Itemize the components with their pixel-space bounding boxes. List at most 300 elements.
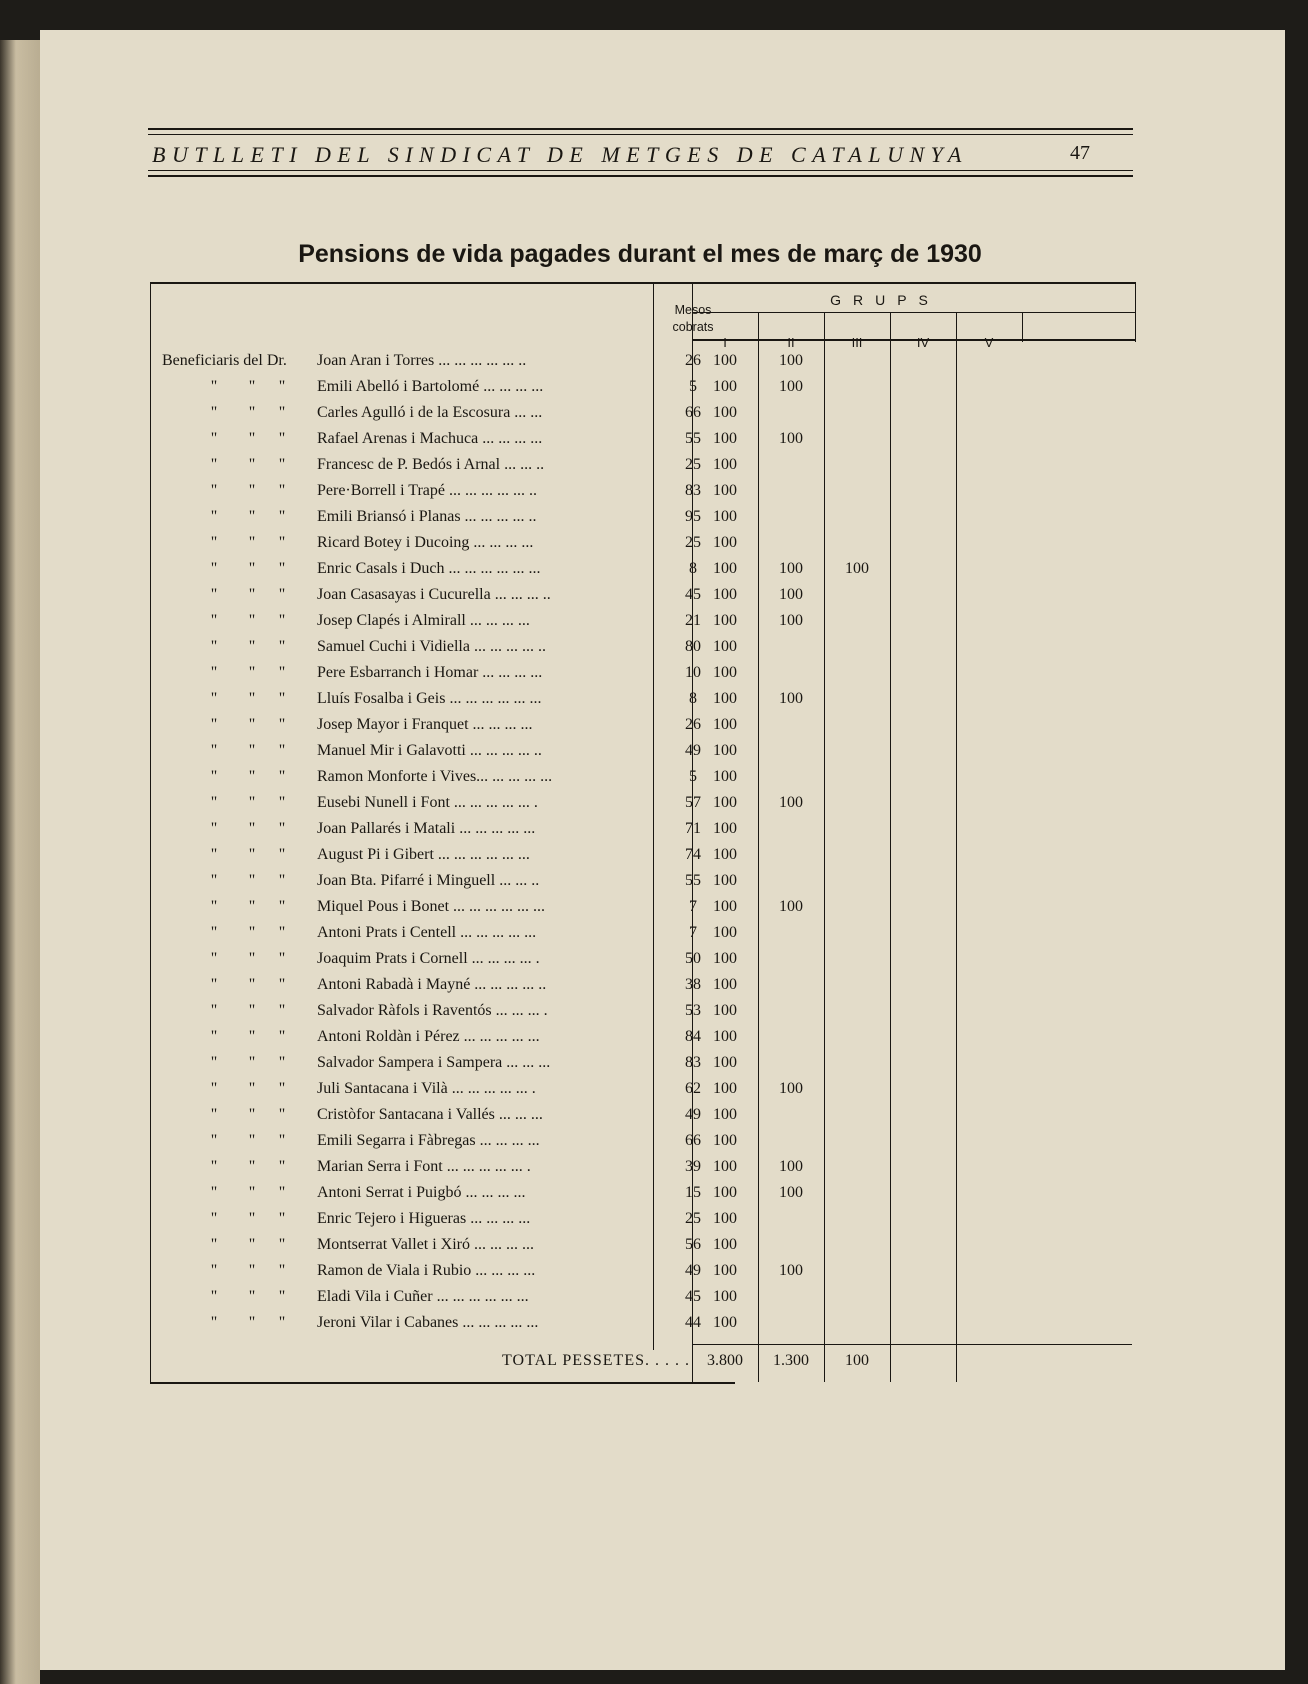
group-ii-amount: 100 xyxy=(779,1262,803,1279)
table-row xyxy=(40,868,1285,894)
table-row xyxy=(40,1050,1285,1076)
ditto-mark: " xyxy=(210,1184,218,1201)
ditto-mark: " xyxy=(278,612,286,629)
ditto-mark: " xyxy=(278,404,286,421)
ditto-mark: " xyxy=(248,586,256,603)
table-row xyxy=(40,348,1285,374)
group-i-amount: 100 xyxy=(713,430,737,447)
beneficiary-name: Ramon Monforte i Vives... ... ... ... ... xyxy=(317,768,553,785)
table-row xyxy=(40,530,1285,556)
ditto-mark: " xyxy=(210,742,218,759)
months-paid: 8 xyxy=(689,690,697,707)
table-row xyxy=(40,946,1285,972)
ditto-mark: " xyxy=(210,404,218,421)
group-i-amount: 100 xyxy=(713,1262,737,1279)
group-i-amount: 100 xyxy=(713,404,737,421)
group-i-amount: 100 xyxy=(713,1184,737,1201)
group-ii-amount: 100 xyxy=(779,690,803,707)
ditto-mark: " xyxy=(248,560,256,577)
group-i-amount: 100 xyxy=(713,1080,737,1097)
ditto-mark: " xyxy=(248,482,256,499)
ditto-mark: " xyxy=(210,612,218,629)
ditto-mark: " xyxy=(248,1314,256,1331)
table-row xyxy=(40,920,1285,946)
ditto-mark: " xyxy=(210,560,218,577)
ditto-mark: " xyxy=(248,794,256,811)
ditto-mark: " xyxy=(248,872,256,889)
table-row xyxy=(40,452,1285,478)
group-i-amount: 100 xyxy=(713,820,737,837)
ditto-mark: " xyxy=(278,742,286,759)
months-paid: 7 xyxy=(689,898,697,915)
table-row xyxy=(40,842,1285,868)
ditto-mark: " xyxy=(278,924,286,941)
ditto-mark: " xyxy=(278,456,286,473)
months-paid: 25 xyxy=(685,534,701,551)
group-i-amount: 100 xyxy=(713,1288,737,1305)
group-i-amount: 100 xyxy=(713,950,737,967)
months-paid: 49 xyxy=(685,742,701,759)
beneficiary-name: Lluís Fosalba i Geis ... ... ... ... ... ... xyxy=(317,690,542,707)
beneficiary-name: Francesc de P. Bedós i Arnal ... ... .. xyxy=(317,456,545,473)
months-paid: 39 xyxy=(685,1158,701,1175)
table-row xyxy=(40,478,1285,504)
ditto-mark: " xyxy=(210,1210,218,1227)
ditto-mark: " xyxy=(248,1262,256,1279)
row-prefix: Beneficiaris del Dr. xyxy=(162,352,287,369)
beneficiary-name: August Pi i Gibert ... ... ... ... ... ... xyxy=(317,846,530,863)
months-paid: 21 xyxy=(685,612,701,629)
table-row xyxy=(40,1154,1285,1180)
ditto-mark: " xyxy=(210,1262,218,1279)
ditto-mark: " xyxy=(210,976,218,993)
total-label: TOTAL PESSETES. . . . . xyxy=(502,1352,690,1369)
header-mesos-cobrats xyxy=(653,302,733,336)
header-group-ii: II xyxy=(787,335,795,350)
group-i-amount: 100 xyxy=(713,924,737,941)
ditto-mark: " xyxy=(248,1054,256,1071)
header-group-v: V xyxy=(984,335,994,350)
ditto-mark: " xyxy=(210,664,218,681)
beneficiary-name: Enric Casals i Duch ... ... ... ... ... ... xyxy=(317,560,541,577)
months-paid: 62 xyxy=(685,1080,701,1097)
ditto-mark: " xyxy=(248,1288,256,1305)
beneficiary-name: Samuel Cuchi i Vidiella ... ... ... ... .. xyxy=(317,638,546,655)
group-i-amount: 100 xyxy=(713,742,737,759)
table-row xyxy=(40,608,1285,634)
group-i-amount: 100 xyxy=(713,638,737,655)
months-paid: 83 xyxy=(685,482,701,499)
months-paid: 84 xyxy=(685,1028,701,1045)
group-i-amount: 100 xyxy=(713,690,737,707)
group-i-amount: 100 xyxy=(713,976,737,993)
ditto-mark: " xyxy=(210,1288,218,1305)
ditto-mark: " xyxy=(210,1002,218,1019)
table-row xyxy=(40,1284,1285,1310)
group-i-amount: 100 xyxy=(713,1132,737,1149)
group-i-amount: 100 xyxy=(713,1106,737,1123)
ditto-mark: " xyxy=(210,1054,218,1071)
table-row xyxy=(40,790,1285,816)
group-i-amount: 100 xyxy=(713,612,737,629)
ditto-mark: " xyxy=(278,586,286,603)
ditto-mark: " xyxy=(210,1132,218,1149)
ditto-mark: " xyxy=(278,794,286,811)
table-row xyxy=(40,374,1285,400)
ditto-mark: " xyxy=(210,1158,218,1175)
table-row xyxy=(40,1128,1285,1154)
group-i-amount: 100 xyxy=(713,586,737,603)
beneficiary-name: Joan Aran i Torres ... ... ... ... ... .. xyxy=(317,352,527,369)
journal-title: BUTLLETI DEL SINDICAT DE METGES DE CATALUNYA xyxy=(152,142,968,167)
ditto-mark: " xyxy=(248,1236,256,1253)
table-right-border xyxy=(1135,282,1136,342)
beneficiary-name: Josep Clapés i Almirall ... ... ... ... xyxy=(317,612,530,629)
ditto-mark: " xyxy=(278,1002,286,1019)
ditto-mark: " xyxy=(278,1262,286,1279)
ditto-mark: " xyxy=(278,690,286,707)
ditto-mark: " xyxy=(278,1314,286,1331)
beneficiary-name: Pere·Borrell i Trapé ... ... ... ... ... .. xyxy=(317,482,537,499)
beneficiary-name: Emili Segarra i Fàbregas ... ... ... ... xyxy=(317,1132,540,1149)
ditto-mark: " xyxy=(248,976,256,993)
beneficiary-name: Salvador Sampera i Sampera ... ... ... xyxy=(317,1054,551,1071)
months-paid: 8 xyxy=(689,560,697,577)
ditto-mark: " xyxy=(210,1106,218,1123)
months-paid: 80 xyxy=(685,638,701,655)
beneficiary-name: Emili Briansó i Planas ... ... ... ... .. xyxy=(317,508,537,525)
beneficiary-name: Emili Abelló i Bartolomé ... ... ... ... xyxy=(317,378,544,395)
group-ii-amount: 100 xyxy=(779,1080,803,1097)
beneficiary-name: Ricard Botey i Ducoing ... ... ... ... xyxy=(317,534,534,551)
beneficiary-name: Antoni Prats i Centell ... ... ... ... ... xyxy=(317,924,537,941)
beneficiary-name: Juli Santacana i Vilà ... ... ... ... ... . xyxy=(317,1080,536,1097)
ditto-mark: " xyxy=(278,976,286,993)
beneficiary-name: Montserrat Vallet i Xiró ... ... ... ... xyxy=(317,1236,535,1253)
beneficiary-name: Joan Casasayas i Cucurella ... ... ... .. xyxy=(317,586,551,603)
beneficiary-name: Antoni Roldàn i Pérez ... ... ... ... ... xyxy=(317,1028,540,1045)
beneficiary-name: Josep Mayor i Franquet ... ... ... ... xyxy=(317,716,533,733)
ditto-mark: " xyxy=(278,1210,286,1227)
beneficiary-name: Eusebi Nunell i Font ... ... ... ... ... . xyxy=(317,794,538,811)
months-paid: 66 xyxy=(685,1132,701,1149)
months-paid: 5 xyxy=(689,768,697,785)
ditto-mark: " xyxy=(210,794,218,811)
ditto-mark: " xyxy=(278,430,286,447)
group-i-amount: 100 xyxy=(713,1054,737,1071)
months-paid: 50 xyxy=(685,950,701,967)
pensions-table xyxy=(40,30,1285,1670)
page-number: 47 xyxy=(1070,142,1090,164)
table-row xyxy=(40,1102,1285,1128)
group-i-amount: 100 xyxy=(713,482,737,499)
table-row xyxy=(40,738,1285,764)
months-paid: 55 xyxy=(685,872,701,889)
header-mesos-line1: Mesos xyxy=(674,303,712,317)
ditto-mark: " xyxy=(210,430,218,447)
beneficiary-name: Salvador Ràfols i Raventós ... ... ... . xyxy=(317,1002,548,1019)
ditto-mark: " xyxy=(248,898,256,915)
months-paid: 26 xyxy=(685,716,701,733)
ditto-mark: " xyxy=(278,950,286,967)
months-paid: 53 xyxy=(685,1002,701,1019)
ditto-mark: " xyxy=(248,664,256,681)
group-i-amount: 100 xyxy=(713,768,737,785)
beneficiary-name: Eladi Vila i Cuñer ... ... ... ... ... ... xyxy=(317,1288,529,1305)
group-ii-amount: 100 xyxy=(779,794,803,811)
ditto-mark: " xyxy=(210,1314,218,1331)
months-paid: 25 xyxy=(685,1210,701,1227)
months-paid: 56 xyxy=(685,1236,701,1253)
header-grups: GRUPS xyxy=(830,292,940,308)
group-i-amount: 100 xyxy=(713,1028,737,1045)
table-row xyxy=(40,1076,1285,1102)
group-ii-amount: 100 xyxy=(779,586,803,603)
group-i-amount: 100 xyxy=(713,1158,737,1175)
ditto-mark: " xyxy=(248,534,256,551)
ditto-mark: " xyxy=(210,1028,218,1045)
beneficiary-name: Jeroni Vilar i Cabanes ... ... ... ... ... xyxy=(317,1314,539,1331)
group-ii-amount: 100 xyxy=(779,430,803,447)
beneficiary-name: Marian Serra i Font ... ... ... ... ... . xyxy=(317,1158,531,1175)
months-paid: 66 xyxy=(685,404,701,421)
ditto-mark: " xyxy=(248,1210,256,1227)
ditto-mark: " xyxy=(248,1132,256,1149)
group-i-amount: 100 xyxy=(713,560,737,577)
group-i-amount: 100 xyxy=(713,794,737,811)
months-paid: 55 xyxy=(685,430,701,447)
ditto-mark: " xyxy=(248,1080,256,1097)
months-paid: 71 xyxy=(685,820,701,837)
ditto-mark: " xyxy=(248,924,256,941)
total-group-iii: 100 xyxy=(845,1352,869,1369)
ditto-mark: " xyxy=(210,456,218,473)
table-row xyxy=(40,1232,1285,1258)
group-i-amount: 100 xyxy=(713,456,737,473)
beneficiary-name: Enric Tejero i Higueras ... ... ... ... xyxy=(317,1210,531,1227)
ditto-mark: " xyxy=(248,716,256,733)
months-paid: 10 xyxy=(685,664,701,681)
col-sep-g5 xyxy=(1022,312,1023,342)
ditto-mark: " xyxy=(210,950,218,967)
ditto-mark: " xyxy=(248,508,256,525)
ditto-mark: " xyxy=(278,482,286,499)
ditto-mark: " xyxy=(248,1002,256,1019)
ditto-mark: " xyxy=(278,1288,286,1305)
total-group-ii: 1.300 xyxy=(773,1352,809,1369)
months-paid: 95 xyxy=(685,508,701,525)
ditto-mark: " xyxy=(278,872,286,889)
months-paid: 38 xyxy=(685,976,701,993)
group-i-amount: 100 xyxy=(713,872,737,889)
ditto-mark: " xyxy=(210,690,218,707)
group-ii-amount: 100 xyxy=(779,352,803,369)
ditto-mark: " xyxy=(210,846,218,863)
group-ii-amount: 100 xyxy=(779,612,803,629)
ditto-mark: " xyxy=(248,1158,256,1175)
ditto-mark: " xyxy=(248,638,256,655)
ditto-mark: " xyxy=(248,690,256,707)
header-group-iii: III xyxy=(851,335,863,350)
table-row xyxy=(40,816,1285,842)
ditto-mark: " xyxy=(210,508,218,525)
ditto-mark: " xyxy=(210,1236,218,1253)
ditto-mark: " xyxy=(278,1106,286,1123)
ditto-mark: " xyxy=(248,612,256,629)
beneficiary-name: Ramon de Viala i Rubio ... ... ... ... xyxy=(317,1262,536,1279)
ditto-mark: " xyxy=(278,1028,286,1045)
group-ii-amount: 100 xyxy=(779,560,803,577)
group-i-amount: 100 xyxy=(713,898,737,915)
ditto-mark: " xyxy=(248,1028,256,1045)
group-ii-amount: 100 xyxy=(779,898,803,915)
beneficiary-name: Cristòfor Santacana i Vallés ... ... ... xyxy=(317,1106,543,1123)
group-i-amount: 100 xyxy=(713,1210,737,1227)
table-row xyxy=(40,660,1285,686)
ditto-mark: " xyxy=(248,1184,256,1201)
ditto-mark: " xyxy=(278,664,286,681)
beneficiary-name: Joan Pallarés i Matali ... ... ... ... ... xyxy=(317,820,536,837)
beneficiary-name: Pere Esbarranch i Homar ... ... ... ... xyxy=(317,664,543,681)
ditto-mark: " xyxy=(248,430,256,447)
ditto-mark: " xyxy=(210,716,218,733)
ditto-mark: " xyxy=(248,846,256,863)
table-row xyxy=(40,556,1285,582)
ditto-mark: " xyxy=(248,378,256,395)
table-row xyxy=(40,1310,1285,1336)
beneficiary-name: Rafael Arenas i Machuca ... ... ... ... xyxy=(317,430,543,447)
ditto-mark: " xyxy=(278,638,286,655)
beneficiary-name: Antoni Rabadà i Mayné ... ... ... ... .. xyxy=(317,976,547,993)
table-row xyxy=(40,764,1285,790)
beneficiary-name: Joaquim Prats i Cornell ... ... ... ... . xyxy=(317,950,540,967)
ditto-mark: " xyxy=(278,768,286,785)
ditto-mark: " xyxy=(278,1236,286,1253)
ditto-mark: " xyxy=(278,846,286,863)
months-paid: 49 xyxy=(685,1262,701,1279)
months-paid: 49 xyxy=(685,1106,701,1123)
ditto-mark: " xyxy=(278,378,286,395)
group-i-amount: 100 xyxy=(713,1002,737,1019)
totals-rule xyxy=(692,1344,1132,1345)
months-paid: 45 xyxy=(685,1288,701,1305)
group-i-amount: 100 xyxy=(713,846,737,863)
table-row xyxy=(40,1024,1285,1050)
ditto-mark: " xyxy=(248,820,256,837)
ditto-mark: " xyxy=(248,742,256,759)
total-group-i: 3.800 xyxy=(707,1352,743,1369)
ditto-mark: " xyxy=(210,872,218,889)
ditto-mark: " xyxy=(248,768,256,785)
months-paid: 25 xyxy=(685,456,701,473)
ditto-mark: " xyxy=(278,820,286,837)
book-spine xyxy=(0,40,40,1684)
header-group-iv: IV xyxy=(916,335,930,350)
beneficiary-name: Manuel Mir i Galavotti ... ... ... ... .. xyxy=(317,742,542,759)
months-paid: 26 xyxy=(685,352,701,369)
group-ii-amount: 100 xyxy=(779,1184,803,1201)
ditto-mark: " xyxy=(278,560,286,577)
months-paid: 15 xyxy=(685,1184,701,1201)
table-row xyxy=(40,712,1285,738)
ditto-mark: " xyxy=(210,820,218,837)
months-paid: 44 xyxy=(685,1314,701,1331)
ditto-mark: " xyxy=(278,1158,286,1175)
group-i-amount: 100 xyxy=(713,1236,737,1253)
ditto-mark: " xyxy=(210,924,218,941)
ditto-mark: " xyxy=(278,716,286,733)
ditto-mark: " xyxy=(248,456,256,473)
ditto-mark: " xyxy=(278,898,286,915)
group-i-amount: 100 xyxy=(713,664,737,681)
ditto-mark: " xyxy=(210,1080,218,1097)
ditto-mark: " xyxy=(278,1054,286,1071)
header-group-i: I xyxy=(723,335,727,350)
ditto-mark: " xyxy=(210,898,218,915)
group-iii-amount: 100 xyxy=(845,560,869,577)
months-paid: 57 xyxy=(685,794,701,811)
beneficiary-name: Carles Agulló i de la Escosura ... ... xyxy=(317,404,543,421)
table-row xyxy=(40,504,1285,530)
document-page xyxy=(40,30,1285,1670)
group-i-amount: 100 xyxy=(713,716,737,733)
ditto-mark: " xyxy=(210,768,218,785)
table-title: Pensions de vida pagades durant el mes de març de 1930 xyxy=(298,240,982,268)
ditto-mark: " xyxy=(210,534,218,551)
table-top-border xyxy=(150,282,1135,284)
months-paid: 83 xyxy=(685,1054,701,1071)
months-paid: 7 xyxy=(689,924,697,941)
table-row xyxy=(40,894,1285,920)
ditto-mark: " xyxy=(248,404,256,421)
beneficiary-name: Miquel Pous i Bonet ... ... ... ... ... ... xyxy=(317,898,546,915)
header-mesos-line2: cobrats xyxy=(672,320,714,334)
ditto-mark: " xyxy=(248,1106,256,1123)
ditto-mark: " xyxy=(210,482,218,499)
months-paid: 45 xyxy=(685,586,701,603)
ditto-mark: " xyxy=(278,1184,286,1201)
group-ii-amount: 100 xyxy=(779,378,803,395)
ditto-mark: " xyxy=(278,1132,286,1149)
table-row xyxy=(40,972,1285,998)
ditto-mark: " xyxy=(210,638,218,655)
group-i-amount: 100 xyxy=(713,534,737,551)
group-i-amount: 100 xyxy=(713,378,737,395)
beneficiary-name: Joan Bta. Pifarré i Minguell ... ... .. xyxy=(317,872,540,889)
table-row xyxy=(40,634,1285,660)
table-row xyxy=(40,998,1285,1024)
table-row xyxy=(40,1206,1285,1232)
ditto-mark: " xyxy=(210,378,218,395)
table-row xyxy=(40,1258,1285,1284)
ditto-mark: " xyxy=(248,950,256,967)
group-ii-amount: 100 xyxy=(779,1158,803,1175)
ditto-mark: " xyxy=(210,586,218,603)
group-i-amount: 100 xyxy=(713,508,737,525)
months-paid: 5 xyxy=(689,378,697,395)
ditto-mark: " xyxy=(278,508,286,525)
table-row xyxy=(40,582,1285,608)
group-i-amount: 100 xyxy=(713,352,737,369)
table-row xyxy=(40,400,1285,426)
ditto-mark: " xyxy=(278,534,286,551)
table-row xyxy=(40,426,1285,452)
table-bottom-border xyxy=(150,1382,735,1384)
months-paid: 74 xyxy=(685,846,701,863)
ditto-mark: " xyxy=(278,1080,286,1097)
group-i-amount: 100 xyxy=(713,1314,737,1331)
beneficiary-name: Antoni Serrat i Puigbó ... ... ... ... xyxy=(317,1184,526,1201)
